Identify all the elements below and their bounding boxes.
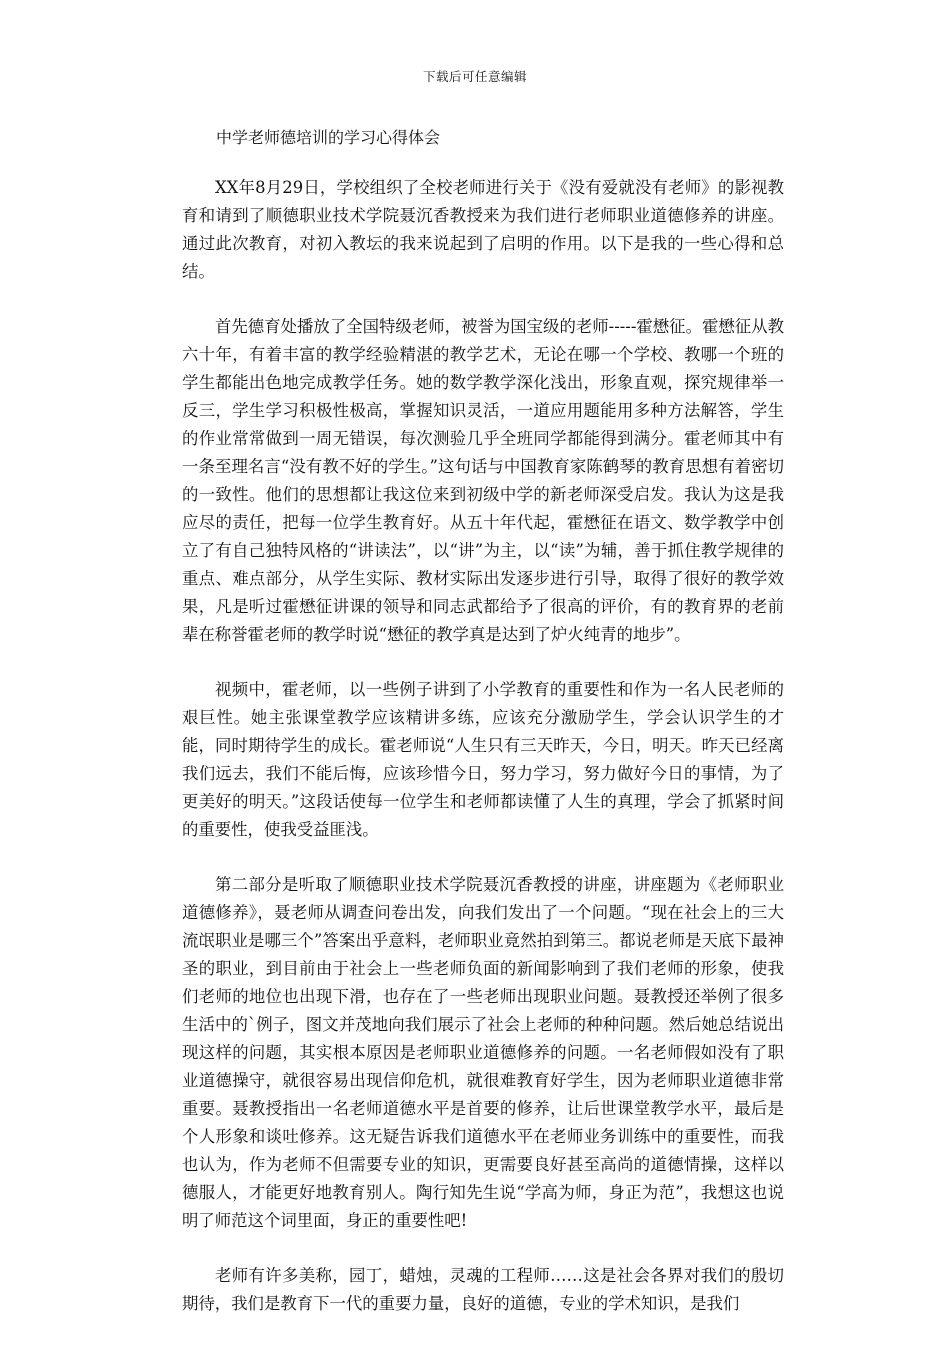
paragraph-5: 老师有许多美称，园丁，蜡烛，灵魂的工程师……这是社会各界对我们的殷切期待，我们是教育下一代的重要力量，良好的道德，专业的学术知识，是我们 (182, 1266, 784, 1313)
document-title: 中学老师德培训的学习心得体会 (216, 128, 441, 147)
paragraph-4: 第二部分是听取了顺德职业技术学院聂沉香教授的讲座，讲座题为《老师职业道德修养》，聂老师从调查问卷出发，向我们发出了一个问题。“现在社会上的三大流氓职业是哪三个”答案出乎意料，老师职业竟然拍到第三。都说老师是天底下最神圣的职业，到目前由于社会上一些老师负面的新闻影响到了我们老师的形象，使我们老师的地位也出现下滑，也存在了一些老师出现职业问题。聂教授还举例了很多生活中的`例子，图文并茂地向我们展示了社会上老师的种种问题。然后她总结说出现这样的问题，其实根本原因是老师职业道德修养的问题。一名老师假如没有了职业道德操守，就很容易出现信仰危机，就很难教育好学生，因为老师职业道德非常重要。聂教授指出一名老师道德水平是首要的修养，让后世课堂教学水平，最后是个人形象和谈吐修养。这无疑告诉我们道德水平在老师业务训练中的重要性，而我也认为，作为老师不但需要专业的知识，更需要良好甚至高尚的道德情操，这样以德服人，才能更好地教育别人。陶行知先生说“学高为师，身正为范”，我想这也说明了师范这个词里面，身正的重要性吧! (182, 875, 784, 1230)
header-note: 下载后可任意编辑 (422, 69, 527, 84)
document-body (182, 124, 784, 1345)
paragraph-1: XX年8月29日，学校组织了全校老师进行关于《没有爱就没有老师》的影视教育和请到了顺德职业技术学院聂沉香教授来为我们进行老师职业道德修养的讲座。通过此次教育，对初入教坛的我来说起到了启明的作用。以下是我的一些心得和总结。 (182, 178, 784, 281)
paragraph-2: 首先德育处播放了全国特级老师，被誉为国宝级的老师-----霍懋征。霍懋征从教六十年，有着丰富的教学经验精湛的教学艺术，无论在哪一个学校、教哪一个班的学生都能出色地完成教学任务。她的数学教学深化浅出，形象直观，探究规律举一反三，学生学习积极性极高，掌握知识灵活，一道应用题能用多种方法解答，学生的作业常常做到一周无错误，每次测验几乎全班同学都能得到满分。霍老师其中有一条至理名言“没有教不好的学生。”这句话与中国教育家陈鹤琴的教育思想有着密切的一致性。他们的思想都让我这位来到初级中学的新老师深受启发。我认为这是我应尽的责任，把每一位学生教育好。从五十年代起，霍懋征在语文、数学教学中创立了有自己独特风格的“讲读法”，以“讲”为主，以“读”为辅，善于抓住教学规律的重点、难点部分，从学生实际、教材实际出发逐步进行引导，取得了很好的教学效果，凡是听过霍懋征讲课的领导和同志武都给予了很高的评价，有的教育界的老前辈在称誉霍老师的教学时说“懋征的教学真是达到了炉火纯青的地步”。 (182, 317, 784, 644)
paragraph-3: 视频中，霍老师，以一些例子讲到了小学教育的重要性和作为一名人民老师的艰巨性。她主张课堂教学应该精讲多练，应该充分激励学生，学会认识学生的才能，同时期待学生的成长。霍老师说“人生只有三天昨天，今日，明天。昨天已经离我们远去，我们不能后悔，应该珍惜今日，努力学习，努力做好今日的事情，为了更美好的明天。”这段话使每一位学生和老师都读懂了人生的真理，学会了抓紧时间的重要性，使我受益匪浅。 (182, 680, 784, 839)
